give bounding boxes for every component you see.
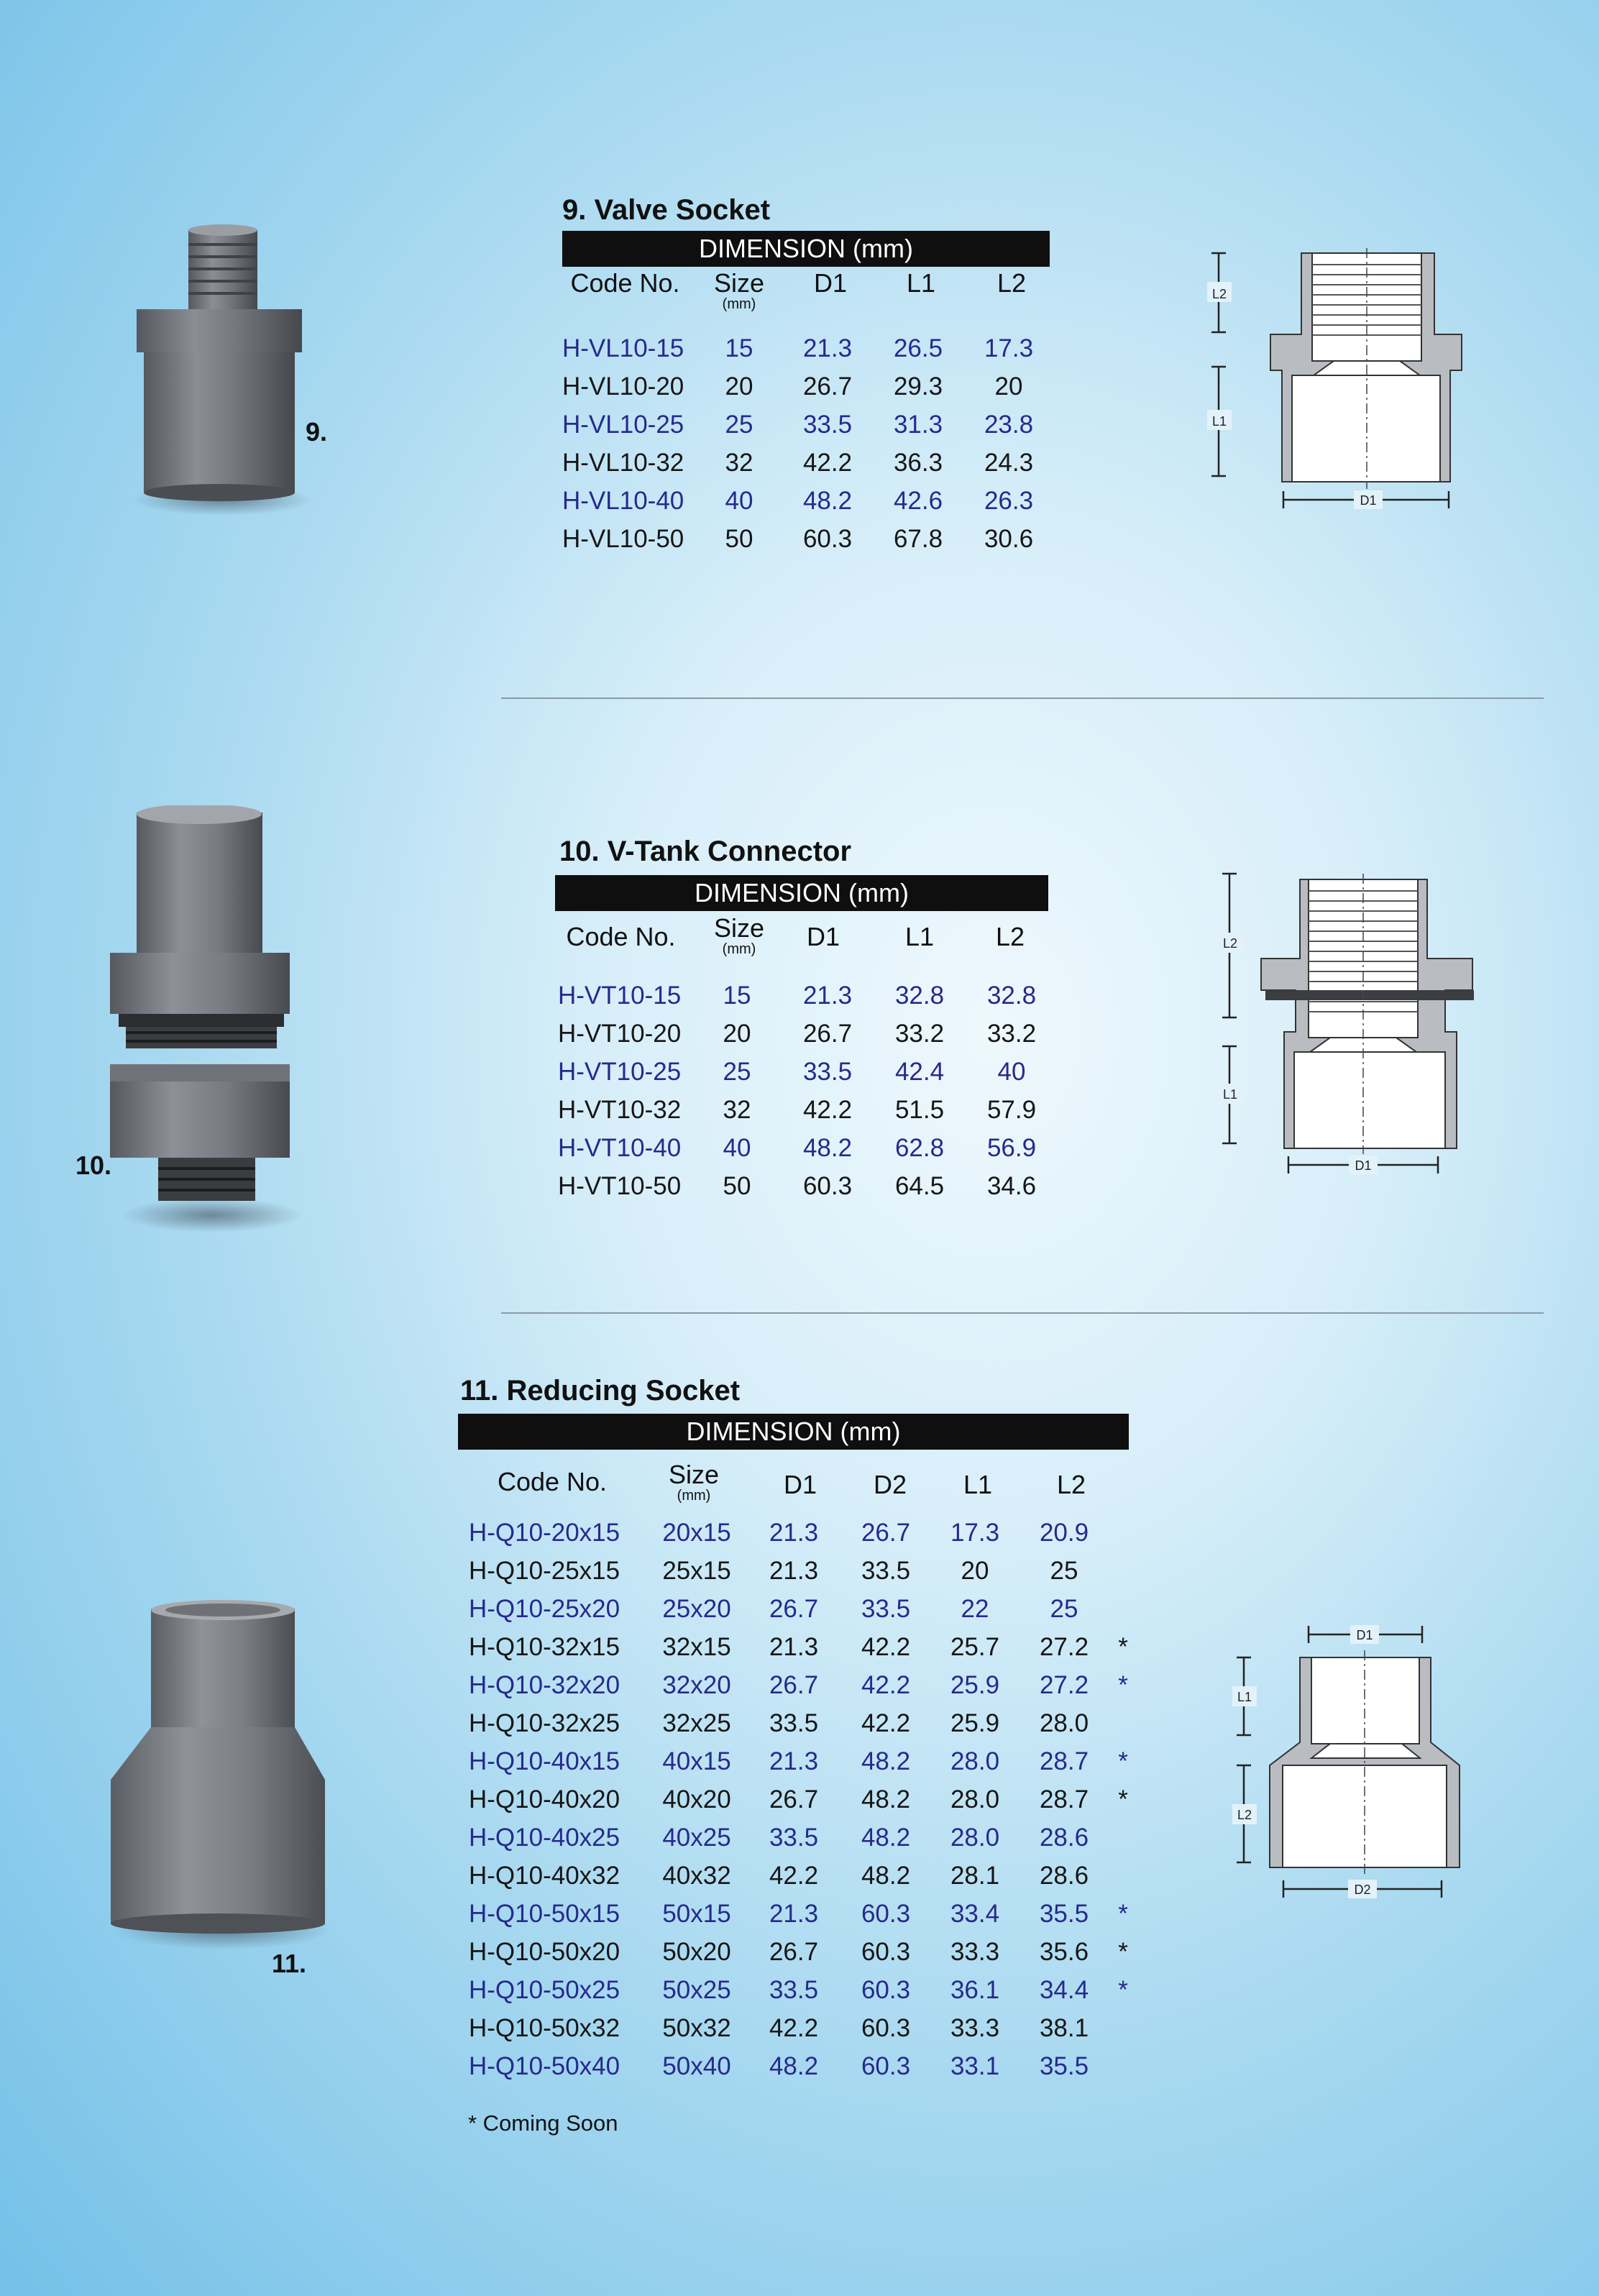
- table-row: H-Q10-50x40 50x40 48.2 60.3 33.1 35.5: [469, 2047, 1137, 2085]
- coming-soon-mark: *: [1118, 1632, 1128, 1661]
- v-tank-connector-table: [558, 977, 1057, 1205]
- coming-soon-mark: [1109, 1514, 1137, 1552]
- column-header-size: [651, 1460, 737, 1503]
- diagram-label-d1: D1: [1356, 1628, 1373, 1642]
- column-header-l1: L1: [904, 922, 935, 951]
- column-header-l1: L1: [963, 1470, 993, 1499]
- size-label: Size: [713, 268, 765, 298]
- table-row: H-VL10-50 50 60.3 67.8 30.6: [562, 524, 1034, 553]
- column-header-l2: L2: [995, 922, 1025, 951]
- dimension-header: DIMENSION (mm): [458, 1414, 1129, 1450]
- size-label: Size: [668, 1460, 720, 1489]
- table-row: H-VL10-20 20 26.7 29.3 20: [562, 372, 1023, 401]
- v-tank-connector-drawing: [1201, 866, 1488, 1176]
- column-header-size: [696, 268, 782, 311]
- table-row: H-Q10-32x20 32x20 26.7 42.2 25.9 27.2 *: [469, 1666, 1137, 1704]
- diagram-label-l2: L2: [1222, 936, 1238, 951]
- divider: [501, 698, 1544, 699]
- item-number-10: 10.: [75, 1151, 112, 1180]
- coming-soon-mark: *: [1118, 1937, 1128, 1966]
- size-unit: (mm): [722, 296, 756, 312]
- table-row: H-VL10-32 32 42.2 36.3 24.3: [562, 448, 1034, 477]
- diagram-label-l1: L1: [1222, 1087, 1238, 1102]
- table-row: H-VT10-40 40 48.2 62.8 56.9: [558, 1133, 1037, 1162]
- table-row: H-Q10-40x32 40x32 42.2 48.2 28.1 28.6: [469, 1857, 1137, 1895]
- size-unit: (mm): [722, 941, 756, 957]
- column-header-l1: L1: [906, 268, 936, 298]
- section-title: 10. V-Tank Connector: [559, 836, 852, 867]
- table-row: H-VL10-15 15 21.3 26.5 17.3: [562, 334, 1034, 362]
- table-row: H-VL10-40 40 48.2 42.6 26.3: [562, 486, 1034, 515]
- coming-soon-mark: [1109, 1857, 1137, 1895]
- coming-soon-mark: [1109, 1819, 1137, 1857]
- column-header-size: [696, 913, 782, 956]
- diagram-label-l2: L2: [1237, 1808, 1252, 1822]
- item-number-9: 9.: [306, 417, 328, 447]
- reducing-socket-table: [469, 1514, 1137, 2085]
- coming-soon-mark: [1109, 1552, 1137, 1590]
- diagram-label-d2: D2: [1354, 1883, 1371, 1897]
- column-header-l2: L2: [1056, 1470, 1086, 1499]
- table-row: H-Q10-25x15 25x15 21.3 33.5 20 25: [469, 1552, 1137, 1590]
- column-header-d1: D1: [806, 922, 840, 951]
- diagram-label-l2: L2: [1211, 287, 1227, 301]
- coming-soon-mark: [1109, 1704, 1137, 1742]
- coming-soon-mark: [1109, 2009, 1137, 2047]
- table-row: H-Q10-40x20 40x20 26.7 48.2 28.0 28.7 *: [469, 1780, 1137, 1819]
- column-header-d2: D2: [873, 1470, 907, 1499]
- reducing-socket-photo: [101, 1600, 338, 1959]
- coming-soon-mark: *: [1118, 1899, 1128, 1928]
- table-row: H-VT10-32 32 42.2 51.5 57.9: [558, 1095, 1037, 1124]
- table-row: H-Q10-50x20 50x20 26.7 60.3 33.3 35.6 *: [469, 1933, 1137, 1971]
- coming-soon-mark: *: [1118, 1747, 1128, 1775]
- diagram-label-d1: D1: [1360, 493, 1377, 508]
- coming-soon-note: * Coming Soon: [468, 2110, 618, 2136]
- table-row: H-Q10-32x15 32x15 21.3 42.2 25.7 27.2 *: [469, 1628, 1137, 1666]
- size-unit: (mm): [677, 1488, 711, 1504]
- v-tank-connector-photo: [97, 805, 313, 1244]
- column-header-code: Code No.: [570, 268, 680, 298]
- table-row: H-Q10-50x15 50x15 21.3 60.3 33.4 35.5 *: [469, 1895, 1137, 1933]
- coming-soon-mark: [1109, 1590, 1137, 1628]
- coming-soon-mark: *: [1118, 1785, 1128, 1814]
- dimension-header: DIMENSION (mm): [562, 231, 1050, 267]
- column-header-d1: D1: [813, 268, 848, 298]
- column-header-l2: L2: [996, 268, 1027, 298]
- column-header-code: Code No.: [497, 1467, 608, 1496]
- table-row: H-VL10-25 25 33.5 31.3 23.8: [562, 410, 1034, 439]
- valve-socket-photo: [122, 219, 324, 521]
- table-row: H-Q10-40x15 40x15 21.3 48.2 28.0 28.7 *: [469, 1742, 1137, 1780]
- column-header-d1: D1: [783, 1470, 817, 1499]
- table-row: H-VT10-15 15 21.3 32.8 32.8: [558, 981, 1037, 1010]
- coming-soon-mark: [1109, 2047, 1137, 2085]
- table-row: H-Q10-32x25 32x25 33.5 42.2 25.9 28.0: [469, 1704, 1137, 1742]
- diagram-label-l1: L1: [1237, 1690, 1252, 1704]
- diagram-label-d1: D1: [1355, 1158, 1372, 1173]
- table-row: H-Q10-50x25 50x25 33.5 60.3 36.1 34.4 *: [469, 1971, 1137, 2009]
- divider: [501, 1312, 1544, 1314]
- section-title: 9. Valve Socket: [562, 194, 771, 226]
- table-row: H-VT10-50 50 60.3 64.5 34.6: [558, 1171, 1037, 1200]
- table-row: H-Q10-50x32 50x32 42.2 60.3 33.3 38.1: [469, 2009, 1137, 2047]
- table-row: H-VT10-20 20 26.7 33.2 33.2: [558, 1019, 1037, 1048]
- table-row: H-Q10-25x20 25x20 26.7 33.5 22 25: [469, 1590, 1137, 1628]
- coming-soon-mark: *: [1118, 1670, 1128, 1699]
- reducing-socket-drawing: [1222, 1614, 1488, 1909]
- diagram-label-l1: L1: [1211, 414, 1227, 429]
- item-number-11: 11.: [272, 1949, 307, 1978]
- coming-soon-mark: *: [1118, 1975, 1128, 2004]
- column-header-code: Code No.: [566, 922, 676, 951]
- table-row: H-Q10-20x15 20x15 21.3 26.7 17.3 20.9: [469, 1514, 1137, 1552]
- valve-socket-drawing: [1197, 244, 1485, 518]
- section-title: 11. Reducing Socket: [460, 1375, 741, 1407]
- table-row: H-Q10-40x25 40x25 33.5 48.2 28.0 28.6: [469, 1819, 1137, 1857]
- dimension-header: DIMENSION (mm): [555, 875, 1048, 911]
- table-row: H-VT10-25 25 33.5 42.4 40: [558, 1057, 1026, 1086]
- valve-socket-table: [562, 329, 1054, 558]
- size-label: Size: [713, 913, 765, 943]
